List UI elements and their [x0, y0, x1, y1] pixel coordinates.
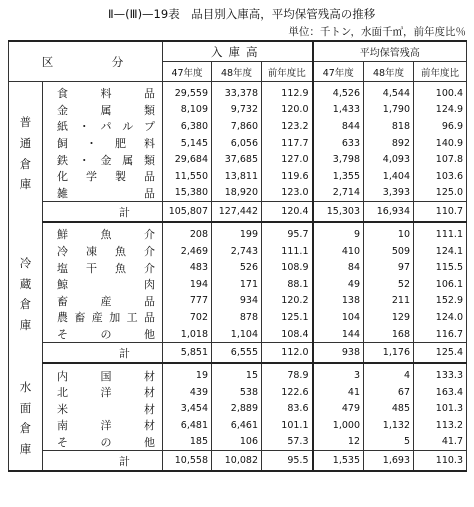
item-cell	[43, 118, 163, 135]
total-receipts-y48: 127,442	[212, 202, 262, 223]
total-label: 計	[43, 343, 163, 364]
total-label: 計	[43, 202, 163, 223]
cell-storage-y47: 410	[313, 243, 364, 260]
cell-storage-y48: 818	[364, 118, 414, 135]
cell-receipts-ratio: 123.0	[262, 185, 313, 202]
section-label	[9, 82, 43, 223]
item-cell	[43, 434, 163, 451]
cell-receipts-y47: 702	[163, 309, 212, 326]
item-label: 内国材	[57, 369, 155, 383]
cell-receipts-y48: 878	[212, 309, 262, 326]
item-label: 鯨肉	[57, 278, 155, 292]
total-receipts-ratio: 95.5	[262, 451, 313, 472]
cell-storage-ratio: 41.7	[414, 434, 467, 451]
table-body	[9, 82, 467, 472]
cell-receipts-y47: 3,454	[163, 401, 212, 418]
cell-storage-y48: 211	[364, 293, 414, 310]
item-cell	[43, 417, 163, 434]
cell-storage-y48: 4	[364, 363, 414, 384]
cell-storage-y47: 144	[313, 326, 364, 343]
cell-receipts-ratio: 119.6	[262, 168, 313, 185]
cell-storage-ratio: 101.3	[414, 401, 467, 418]
cell-receipts-y47: 19	[163, 363, 212, 384]
cell-receipts-ratio: 111.1	[262, 243, 313, 260]
cell-storage-y48: 10	[364, 222, 414, 243]
cell-receipts-y48: 2,743	[212, 243, 262, 260]
cell-receipts-y47: 11,550	[163, 168, 212, 185]
cell-storage-y47: 4,526	[313, 82, 364, 102]
cell-receipts-y48: 15	[212, 363, 262, 384]
cell-receipts-y47: 208	[163, 222, 212, 243]
section-label	[9, 222, 43, 363]
cell-receipts-y48: 526	[212, 259, 262, 276]
cell-storage-y48: 3,393	[364, 185, 414, 202]
cell-receipts-y48: 13,811	[212, 168, 262, 185]
cell-receipts-y48: 106	[212, 434, 262, 451]
cell-receipts-y48: 1,104	[212, 326, 262, 343]
cell-receipts-y48: 199	[212, 222, 262, 243]
item-cell	[43, 135, 163, 152]
item-cell	[43, 363, 163, 384]
cell-receipts-ratio: 117.7	[262, 135, 313, 152]
item-label: 農畜産加工品	[57, 311, 155, 325]
cell-storage-ratio: 124.1	[414, 243, 467, 260]
cell-storage-y48: 67	[364, 384, 414, 401]
cell-receipts-y48: 934	[212, 293, 262, 310]
storage-table	[8, 40, 467, 472]
cell-storage-y47: 1,433	[313, 102, 364, 119]
cell-receipts-ratio: 123.2	[262, 118, 313, 135]
item-label: 塩干魚介	[57, 261, 155, 275]
header-storage-y47: 47年度	[313, 62, 364, 82]
cell-storage-y48: 1,132	[364, 417, 414, 434]
item-label: 鮮魚介	[57, 228, 155, 242]
table-row	[9, 293, 467, 310]
header-receipts-y47: 47年度	[163, 62, 212, 82]
total-storage-y47: 15,303	[313, 202, 364, 223]
header-receipts-ratio: 前年度比	[262, 62, 313, 82]
cell-receipts-ratio: 101.1	[262, 417, 313, 434]
cell-receipts-y48: 33,378	[212, 82, 262, 102]
table-row	[9, 135, 467, 152]
cell-receipts-y47: 8,109	[163, 102, 212, 119]
total-storage-y48: 1,693	[364, 451, 414, 472]
total-receipts-ratio: 112.0	[262, 343, 313, 364]
cell-storage-y47: 844	[313, 118, 364, 135]
header-storage-ratio: 前年度比	[414, 62, 467, 82]
section-label-char: 倉	[19, 156, 32, 171]
table-header	[9, 41, 467, 82]
cell-receipts-y47: 6,380	[163, 118, 212, 135]
cell-storage-ratio: 124.0	[414, 309, 467, 326]
table-row	[9, 185, 467, 202]
table-row	[9, 434, 467, 451]
cell-receipts-ratio: 127.0	[262, 151, 313, 168]
cell-receipts-ratio: 120.0	[262, 102, 313, 119]
section-label-char: 冷	[19, 255, 32, 270]
cell-receipts-ratio: 78.9	[262, 363, 313, 384]
section-label-char: 庫	[19, 317, 32, 332]
table-row	[9, 222, 467, 243]
item-cell	[43, 185, 163, 202]
cell-receipts-y48: 538	[212, 384, 262, 401]
table-row	[9, 326, 467, 343]
total-row	[9, 343, 467, 364]
cell-storage-y48: 1,404	[364, 168, 414, 185]
header-storage-y48: 48年度	[364, 62, 414, 82]
unit-note: 単位：千トン，水面千㎥，前年度比％	[288, 26, 466, 38]
item-cell	[43, 222, 163, 243]
cell-receipts-y47: 1,018	[163, 326, 212, 343]
section-label-char: 普	[19, 115, 32, 130]
section-label-char: 倉	[19, 421, 32, 436]
total-receipts-ratio: 120.4	[262, 202, 313, 223]
cell-storage-y47: 12	[313, 434, 364, 451]
item-label: その他	[57, 328, 155, 342]
cell-receipts-ratio: 125.1	[262, 309, 313, 326]
cell-receipts-ratio: 95.7	[262, 222, 313, 243]
cell-receipts-y48: 2,889	[212, 401, 262, 418]
cell-storage-y47: 479	[313, 401, 364, 418]
cell-storage-y48: 892	[364, 135, 414, 152]
cell-receipts-y47: 777	[163, 293, 212, 310]
item-label: 化学製品	[57, 170, 155, 184]
table-row	[9, 168, 467, 185]
cell-receipts-y47: 15,380	[163, 185, 212, 202]
cell-receipts-ratio: 83.6	[262, 401, 313, 418]
cell-receipts-y47: 439	[163, 384, 212, 401]
cell-receipts-y48: 9,732	[212, 102, 262, 119]
total-storage-ratio: 110.3	[414, 451, 467, 472]
cell-storage-y47: 633	[313, 135, 364, 152]
item-label: 金属類	[57, 103, 155, 117]
item-cell	[43, 384, 163, 401]
cell-receipts-y47: 29,684	[163, 151, 212, 168]
cell-storage-ratio: 107.8	[414, 151, 467, 168]
item-cell	[43, 168, 163, 185]
header-receipts-y48: 48年度	[212, 62, 262, 82]
cell-storage-y47: 138	[313, 293, 364, 310]
cell-storage-y48: 5	[364, 434, 414, 451]
item-cell	[43, 243, 163, 260]
cell-receipts-ratio: 108.4	[262, 326, 313, 343]
section-label-char: 面	[19, 400, 32, 415]
cell-receipts-y48: 37,685	[212, 151, 262, 168]
header-storage: 平均保管残高	[313, 41, 467, 62]
cell-receipts-y47: 483	[163, 259, 212, 276]
item-label: 飼・肥料	[57, 137, 155, 151]
section-label	[9, 363, 43, 471]
cell-receipts-ratio: 88.1	[262, 276, 313, 293]
section-label-char: 倉	[19, 297, 32, 312]
item-label: その他	[57, 435, 155, 449]
cell-storage-y48: 485	[364, 401, 414, 418]
cell-receipts-y47: 194	[163, 276, 212, 293]
cell-storage-ratio: 111.1	[414, 222, 467, 243]
total-storage-ratio: 125.4	[414, 343, 467, 364]
item-label: 紙・パルプ	[57, 120, 155, 134]
total-storage-ratio: 110.7	[414, 202, 467, 223]
cell-storage-y47: 3,798	[313, 151, 364, 168]
table-row	[9, 259, 467, 276]
cell-receipts-y47: 6,481	[163, 417, 212, 434]
total-receipts-y48: 6,555	[212, 343, 262, 364]
section-label-char: 蔵	[19, 276, 32, 291]
item-cell	[43, 309, 163, 326]
cell-storage-ratio: 96.9	[414, 118, 467, 135]
item-label: 鉄・金属類	[57, 153, 155, 167]
table-row	[9, 384, 467, 401]
table-row	[9, 118, 467, 135]
section-label-char: 庫	[19, 441, 32, 456]
cell-receipts-ratio: 120.2	[262, 293, 313, 310]
cell-receipts-ratio: 122.6	[262, 384, 313, 401]
item-cell	[43, 326, 163, 343]
total-receipts-y48: 10,082	[212, 451, 262, 472]
cell-storage-y47: 1,000	[313, 417, 364, 434]
cell-storage-y48: 4,093	[364, 151, 414, 168]
item-cell	[43, 293, 163, 310]
header-receipts: 入庫高	[163, 41, 313, 62]
cell-storage-y47: 84	[313, 259, 364, 276]
cell-storage-y47: 9	[313, 222, 364, 243]
cell-storage-ratio: 116.7	[414, 326, 467, 343]
item-label: 米材	[57, 402, 155, 416]
cell-receipts-y48: 6,461	[212, 417, 262, 434]
cell-storage-ratio: 115.5	[414, 259, 467, 276]
cell-storage-ratio: 106.1	[414, 276, 467, 293]
item-cell	[43, 102, 163, 119]
section-label-char: 通	[19, 135, 32, 150]
cell-storage-y48: 509	[364, 243, 414, 260]
cell-storage-ratio: 140.9	[414, 135, 467, 152]
cell-storage-y47: 3	[313, 363, 364, 384]
cell-storage-y47: 2,714	[313, 185, 364, 202]
item-cell	[43, 82, 163, 102]
cell-storage-y47: 104	[313, 309, 364, 326]
cell-receipts-ratio: 108.9	[262, 259, 313, 276]
item-label: 南洋材	[57, 419, 155, 433]
cell-storage-y47: 49	[313, 276, 364, 293]
table-row	[9, 309, 467, 326]
cell-receipts-y48: 18,920	[212, 185, 262, 202]
cell-storage-y47: 41	[313, 384, 364, 401]
cell-storage-y48: 168	[364, 326, 414, 343]
item-label: 食料品	[57, 87, 155, 101]
cell-storage-ratio: 100.4	[414, 82, 467, 102]
cell-storage-ratio: 163.4	[414, 384, 467, 401]
cell-receipts-y47: 2,469	[163, 243, 212, 260]
table-row	[9, 82, 467, 102]
table-row	[9, 363, 467, 384]
cell-receipts-y48: 7,860	[212, 118, 262, 135]
total-storage-y47: 1,535	[313, 451, 364, 472]
cell-storage-y48: 97	[364, 259, 414, 276]
total-label: 計	[43, 451, 163, 472]
cell-receipts-y47: 185	[163, 434, 212, 451]
item-label: 北洋材	[57, 386, 155, 400]
item-cell	[43, 151, 163, 168]
table-row	[9, 102, 467, 119]
cell-storage-ratio: 124.9	[414, 102, 467, 119]
cell-storage-y48: 52	[364, 276, 414, 293]
cell-storage-y48: 1,790	[364, 102, 414, 119]
item-label: 雑品	[57, 186, 155, 200]
cell-receipts-ratio: 57.3	[262, 434, 313, 451]
item-cell	[43, 401, 163, 418]
section-label-char: 庫	[19, 177, 32, 192]
total-receipts-y47: 10,558	[163, 451, 212, 472]
total-storage-y48: 1,176	[364, 343, 414, 364]
total-receipts-y47: 105,807	[163, 202, 212, 223]
cell-storage-y48: 4,544	[364, 82, 414, 102]
total-row	[9, 451, 467, 472]
table-row	[9, 243, 467, 260]
total-storage-y48: 16,934	[364, 202, 414, 223]
table-title: Ⅱ—(Ⅲ)—19表 品目別入庫高，平均保管残高の推移	[108, 7, 376, 21]
table-row	[9, 417, 467, 434]
table-row	[9, 276, 467, 293]
cell-storage-ratio: 133.3	[414, 363, 467, 384]
cell-storage-ratio: 113.2	[414, 417, 467, 434]
cell-receipts-y48: 6,056	[212, 135, 262, 152]
cell-receipts-y47: 29,559	[163, 82, 212, 102]
cell-storage-y47: 1,355	[313, 168, 364, 185]
item-label: 畜産品	[57, 294, 155, 308]
item-cell	[43, 276, 163, 293]
total-receipts-y47: 5,851	[163, 343, 212, 364]
item-cell	[43, 259, 163, 276]
cell-storage-y48: 129	[364, 309, 414, 326]
cell-receipts-y48: 171	[212, 276, 262, 293]
total-storage-y47: 938	[313, 343, 364, 364]
header-category: 区 分	[9, 41, 163, 82]
table-row	[9, 401, 467, 418]
table-row	[9, 151, 467, 168]
section-label-char: 水	[19, 379, 32, 394]
cell-receipts-ratio: 112.9	[262, 82, 313, 102]
item-label: 冷凍魚介	[57, 245, 155, 259]
cell-storage-ratio: 152.9	[414, 293, 467, 310]
cell-storage-ratio: 103.6	[414, 168, 467, 185]
total-row	[9, 202, 467, 223]
cell-receipts-y47: 5,145	[163, 135, 212, 152]
cell-storage-ratio: 125.0	[414, 185, 467, 202]
